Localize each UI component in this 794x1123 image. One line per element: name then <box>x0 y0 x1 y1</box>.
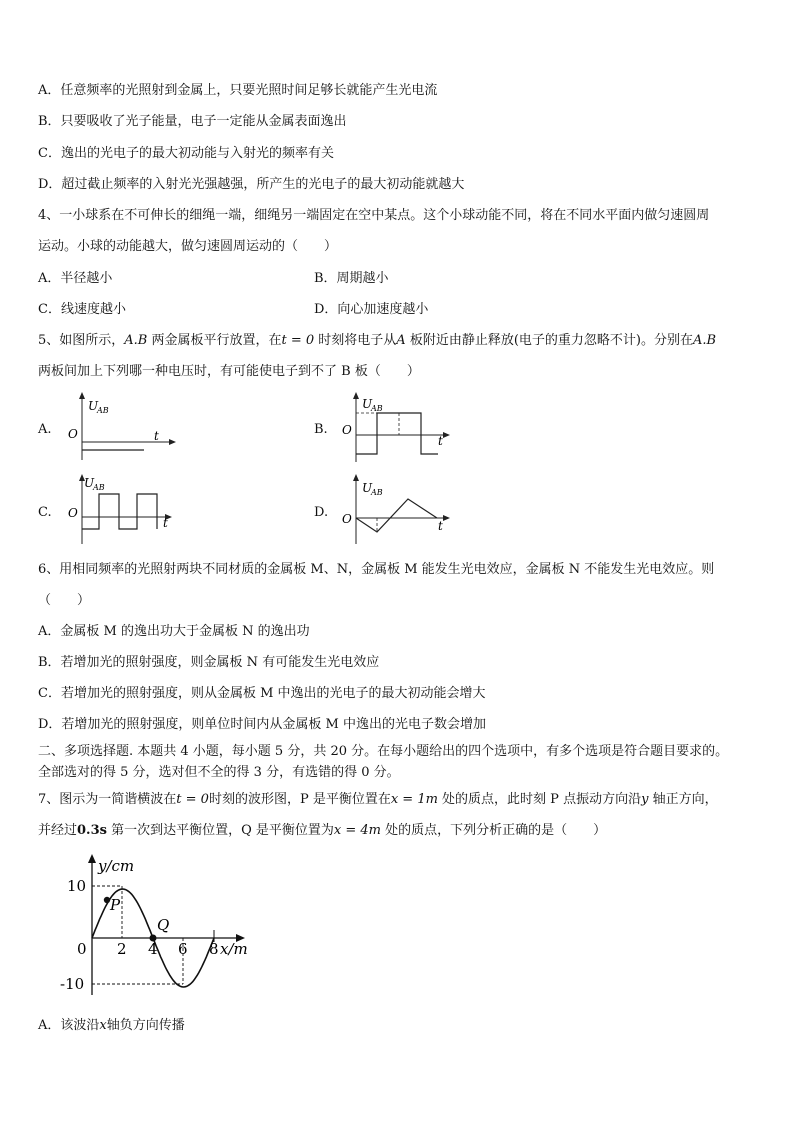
q4-option-c: C．线速度越小 <box>38 302 126 317</box>
q4-stem-line1: 4、一小球系在不可伸长的细绳一端，细绳另一端固定在空中某点。这个小球动能不同，将在不同水平面内做匀速圆周 <box>38 208 710 223</box>
q5-text-3: 时刻将电子从 <box>314 333 397 348</box>
q4-option-d: D．向心加速度越小 <box>314 302 429 317</box>
q7-xtick-2: 2 <box>117 940 127 958</box>
q5b-axis-u-sub: AB <box>371 404 383 413</box>
q5a-axis-u: U <box>88 399 99 413</box>
q7-axis-ylabel: y/cm <box>98 857 135 875</box>
q5-option-b-label: B. <box>314 422 328 437</box>
q7-var-y: y <box>641 792 649 807</box>
q5b-axis-o: O <box>342 423 352 437</box>
q5d-axis-o: O <box>342 512 352 526</box>
q5d-axis-u: U <box>362 481 373 495</box>
q5a-axis-t: t <box>154 429 159 443</box>
q5d-axis-u-sub: AB <box>371 488 383 497</box>
q5-graph-b <box>340 390 460 465</box>
q6-option-b: B．若增加光的照射强度，则金属板 N 有可能发生光电效应 <box>38 655 380 670</box>
q5c-axis-u: U <box>84 476 95 490</box>
q3-option-a: A．任意频率的光照射到金属上，只要光照时间足够长就能产生光电流 <box>38 83 438 98</box>
q4-option-a: A．半径越小 <box>38 271 113 286</box>
q5-var-a: A <box>396 333 406 348</box>
q7-label-q: Q <box>157 916 170 934</box>
q7-stem-line2 <box>38 823 606 839</box>
q5-text-1: 5、如图所示， <box>38 333 125 348</box>
q7-text-3: 处的质点，此时刻 P 点振动方向沿 <box>437 792 642 807</box>
q4-stem-line2: 运动。小球的动能越大，做匀速圆周运动的（ ） <box>38 239 338 254</box>
q5-var-t0: t = 0 <box>281 333 315 348</box>
q5-stem-line1 <box>38 333 716 349</box>
q7-wave-graph <box>50 850 270 1000</box>
q7-var-t0: t = 0 <box>176 792 209 807</box>
q7-ytick-top: 10 <box>67 877 87 895</box>
q7-var-x4: x = 4m <box>333 823 381 838</box>
q3-option-c: C．逸出的光电子的最大初动能与入射光的频率有关 <box>38 146 334 161</box>
q5b-axis-u: U <box>362 397 373 411</box>
section2-heading-line1: 二、多项选择题. 本题共 4 小题，每小题 5 分，共 20 分。在每小题给出的四个选项中，有多个选项是符合题目要求的。 <box>38 744 729 759</box>
q7-text-5: 并经过 <box>38 823 78 838</box>
q6-stem-line2: （ ） <box>38 593 91 608</box>
q5-var-ab2: A.B <box>692 333 717 348</box>
q5a-axis-u-sub: AB <box>97 406 109 415</box>
q7-option-a <box>38 1018 185 1034</box>
q7-text-1: 7、图示为一简谐横波在 <box>38 792 177 807</box>
q7-text-2: 时刻的波形图，P 是平衡位置在 <box>208 792 391 807</box>
q5-text-4: 板附近由静止释放(电子的重力忽略不计)。分别在 <box>405 333 693 348</box>
q3-option-b: B．只要吸收了光子能量，电子一定能从金属表面逸出 <box>38 114 347 129</box>
q7-var-t03: 0.3s <box>77 823 107 838</box>
q5c-axis-o: O <box>68 506 78 520</box>
q7-xtick-8: 8 <box>209 940 219 958</box>
section2-heading-line2: 全部选对的得 5 分，选对但不全的得 3 分，有选错的得 0 分。 <box>38 765 400 780</box>
q4-option-b: B．周期越小 <box>314 271 389 286</box>
q5-option-d-label: D. <box>314 505 329 520</box>
q6-option-c: C．若增加光的照射强度，则从金属板 M 中逸出的光电子的最大初动能会增大 <box>38 686 486 701</box>
q5-option-c-label: C. <box>38 505 52 520</box>
q5d-axis-t: t <box>438 519 443 533</box>
q5-stem-line2: 两板间加上下列哪一种电压时，有可能使电子到不了 B 板（ ） <box>38 364 420 379</box>
q5-option-a-label: A. <box>38 422 52 437</box>
q5c-axis-u-sub: AB <box>93 483 105 492</box>
q7-xtick-4: 4 <box>148 940 158 958</box>
q6-stem-line1: 6、用相同频率的光照射两块不同材质的金属板 M、N，金属板 M 能发生光电效应，金属板 N 不能发生光电效应。则 <box>38 562 715 577</box>
q7-option-a-var-x: x <box>99 1018 107 1033</box>
q7-xtick-6: 6 <box>178 940 188 958</box>
q6-option-a: A．金属板 M 的逸出功大于金属板 N 的逸出功 <box>38 624 310 639</box>
q7-axis-xlabel: x/m <box>220 940 248 958</box>
q5-text-2: 两金属板平行放置，在 <box>147 333 282 348</box>
q7-text-6: 第一次到达平衡位置，Q 是平衡位置为 <box>106 823 334 838</box>
q5-graph-c <box>64 472 184 547</box>
q7-xtick-0: 0 <box>77 940 87 958</box>
q5c-axis-t: t <box>163 516 168 530</box>
q6-option-d: D．若增加光的照射强度，则单位时间内从金属板 M 中逸出的光电子数会增加 <box>38 717 486 732</box>
q5-graph-d <box>340 472 460 547</box>
q7-label-p: P <box>110 896 121 914</box>
q7-stem-line1 <box>38 792 718 808</box>
q7-text-4: 轴正方向， <box>648 792 718 807</box>
q5-graph-a <box>60 390 180 465</box>
q7-option-a-text-1: A．该波沿 <box>38 1018 100 1033</box>
q7-option-a-text-2: 轴负方向传播 <box>106 1018 185 1033</box>
q7-ytick-bottom: -10 <box>60 975 85 993</box>
q7-text-7: 处的质点，下列分析正确的是（ ） <box>380 823 607 838</box>
q3-option-d: D．超过截止频率的入射光光强越强，所产生的光电子的最大初动能就越大 <box>38 177 465 192</box>
q5a-axis-o: O <box>68 427 78 441</box>
q5b-axis-t: t <box>438 434 443 448</box>
q5-var-ab: A.B <box>124 333 148 348</box>
q7-var-x1: x = 1m <box>390 792 438 807</box>
